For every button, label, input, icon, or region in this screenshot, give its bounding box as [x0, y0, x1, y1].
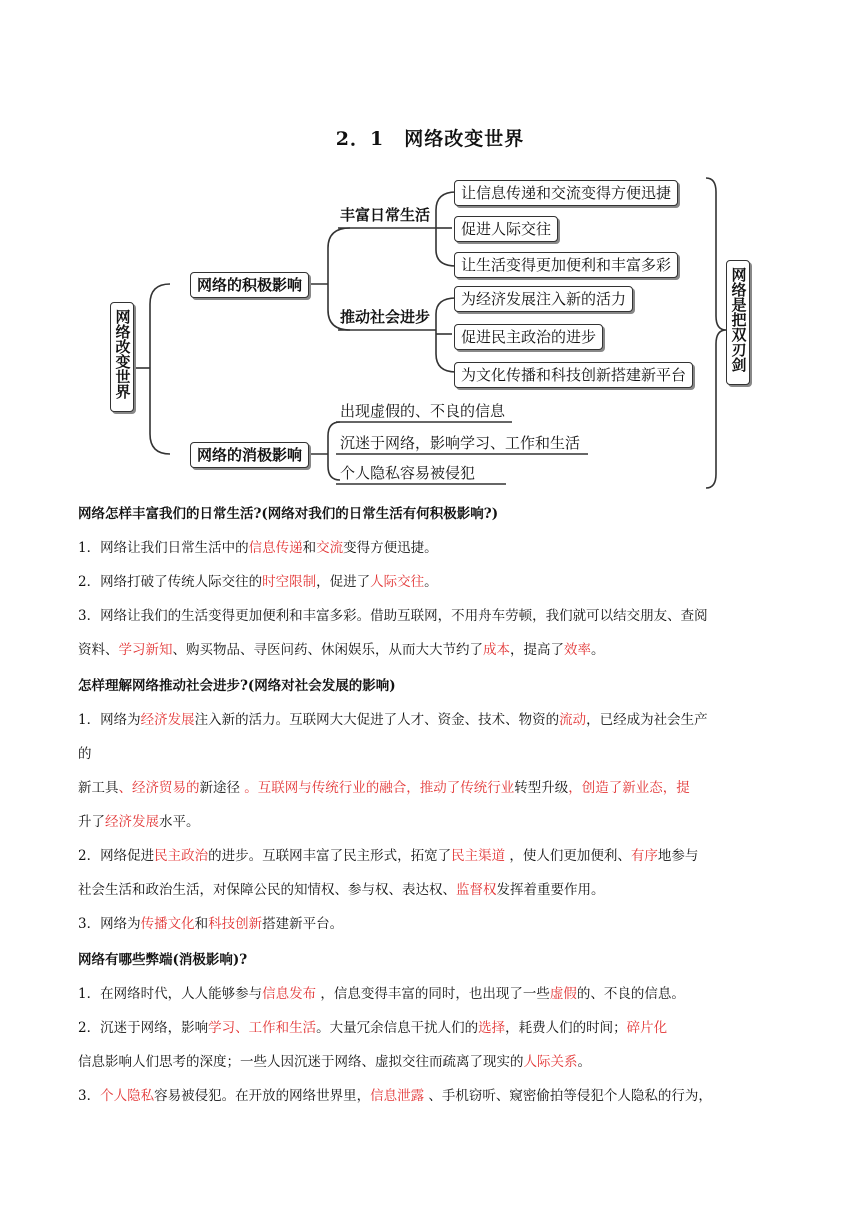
- text-segment: ，使人们更加便利、: [505, 848, 631, 864]
- highlighted-term: 经济发展: [105, 814, 159, 830]
- text-segment: ，提高了: [510, 642, 564, 658]
- highlighted-term: 经济发展: [140, 712, 195, 728]
- text-segment: 3．网络为: [78, 916, 141, 932]
- text-segment: ，促进了: [316, 574, 371, 590]
- text-segment: 地参与: [657, 848, 699, 864]
- text-segment: 注入新的活力。互联网大大促进了人才、资金、技术、物资的: [194, 712, 560, 728]
- highlighted-term: 信息发布: [262, 986, 317, 1002]
- daily-life-item: [454, 216, 558, 242]
- text-segment: 水平。: [159, 814, 200, 830]
- highlighted-term: 交流: [316, 540, 344, 556]
- text-segment: 信息影响人们思考的深度；一些人因沉迷于网络、虚拟交往而疏离了现实的: [78, 1054, 524, 1070]
- conclusion-label: 网络是把双刃剑: [729, 267, 748, 372]
- paragraph: [78, 708, 708, 728]
- text-segment: 变得方便迅捷。: [343, 540, 438, 556]
- positive-impact-node: [190, 272, 309, 298]
- paragraph: [78, 844, 698, 864]
- text-segment: ，耗费人们的时间；: [505, 1020, 627, 1036]
- text-segment: 。大量冗余信息干扰人们的: [316, 1020, 479, 1036]
- highlighted-term: 人际关系: [523, 1054, 578, 1070]
- social-progress-item: [454, 324, 603, 350]
- mind-map-diagram: [100, 168, 748, 498]
- item-text: 让信息传递和交流变得方便迅捷: [461, 184, 672, 202]
- branch-social-progress: 推动社会进步: [340, 308, 431, 326]
- text-segment: 1．网络为: [78, 712, 141, 728]
- text-segment: ，信息变得丰富的同时，也出现了一些: [316, 986, 550, 1002]
- paragraph: [78, 638, 605, 658]
- highlighted-term: 碎片化: [626, 1020, 668, 1036]
- highlighted-term: 信息传递: [248, 540, 303, 556]
- item-text: 为文化传播和科技创新搭建新平台: [461, 366, 687, 384]
- text-segment: 2．网络促进: [78, 848, 155, 864]
- text-segment: 的进步。互联网丰富了民主形式，拓宽了: [208, 848, 452, 864]
- section-heading: 怎样理解网络推动社会进步?(网络对社会发展的影响): [78, 678, 396, 694]
- paragraph: [78, 570, 438, 590]
- paragraph: [78, 982, 685, 1002]
- text-segment: 3．: [78, 1088, 101, 1104]
- paragraph: [78, 1084, 712, 1104]
- highlighted-term: 传播文化: [140, 916, 195, 932]
- text-segment: 2．网络打破了传统人际交往的: [78, 574, 263, 590]
- highlighted-term: 时空限制: [262, 574, 317, 590]
- highlighted-term: 监督权: [456, 882, 497, 898]
- text-segment: 的、不良的信息。: [576, 986, 685, 1002]
- paragraph: [78, 1016, 667, 1036]
- item-text: 为经济发展注入新的活力: [461, 290, 627, 308]
- text-segment: 。: [424, 574, 438, 590]
- highlighted-term: 有序: [630, 848, 658, 864]
- paragraph: [78, 776, 690, 796]
- text-segment: 社会生活和政治生活，对保障公民的知情权、参与权、表达权、: [78, 882, 456, 898]
- text-segment: 1．网络让我们日常生活中的: [78, 540, 249, 556]
- highlighted-term: 民主渠道: [451, 848, 506, 864]
- highlighted-term: 民主政治: [154, 848, 209, 864]
- highlighted-term: 成本: [483, 642, 510, 658]
- highlighted-term: 、经济贸易的: [118, 780, 200, 796]
- negative-item: 个人隐私容易被侵犯: [340, 464, 476, 482]
- social-progress-item: [454, 286, 633, 312]
- text-segment: 新工具: [78, 780, 119, 796]
- text-segment: 发挥着重要作用。: [496, 882, 605, 898]
- text-segment: 。: [591, 642, 605, 658]
- highlighted-term: 信息泄露: [370, 1088, 425, 1104]
- daily-life-item: [454, 252, 678, 278]
- text-segment: 资料、: [78, 642, 119, 658]
- text-segment: ，已经成为社会生产: [586, 712, 708, 728]
- text-segment: 新途径: [199, 780, 240, 796]
- highlighted-term: 选择: [478, 1020, 506, 1036]
- text-segment: 容易被侵犯。在开放的网络世界里，: [154, 1088, 371, 1104]
- social-progress-item: [454, 362, 693, 388]
- highlighted-term: 个人隐私: [100, 1088, 155, 1104]
- text-segment: 和: [302, 540, 317, 556]
- text-segment: 、购买物品、寻医问药、休闲娱乐，从而大大节约了: [172, 642, 483, 658]
- negative-impact-node: [190, 442, 309, 468]
- highlighted-term: 流动: [559, 712, 587, 728]
- branch-daily-life: 丰富日常生活: [340, 206, 431, 224]
- paragraph: [78, 1050, 591, 1070]
- highlighted-term: 科技创新: [208, 916, 263, 932]
- text-segment: 转型升级: [514, 780, 569, 796]
- item-text: 促进人际交往: [461, 220, 552, 238]
- positive-impact-label: 网络的积极影响: [197, 276, 303, 294]
- conclusion-node: [726, 260, 750, 385]
- highlighted-term: 学习、工作和生活: [208, 1020, 317, 1036]
- root-node-label: 网络改变世界: [113, 309, 132, 399]
- item-text: 促进民主政治的进步: [461, 328, 597, 346]
- highlighted-term: 。互联网与传统行业的融合，推动了传统行业: [240, 780, 515, 796]
- highlighted-term: 学习新知: [118, 642, 173, 658]
- paragraph: [78, 810, 200, 830]
- text-segment: 和: [194, 916, 209, 932]
- negative-impact-label: 网络的消极影响: [197, 446, 303, 464]
- text-segment: 。: [577, 1054, 591, 1070]
- text-segment: 搭建新平台。: [262, 916, 344, 932]
- highlighted-term: 人际交往: [370, 574, 425, 590]
- highlighted-term: 效率: [564, 642, 591, 658]
- root-node: [110, 302, 134, 412]
- highlighted-term: ，创造了新业态，提: [568, 780, 690, 796]
- page-title: 2．1 网络改变世界: [335, 128, 525, 150]
- paragraph: [78, 912, 343, 932]
- paragraph: 的: [78, 746, 92, 762]
- negative-item: 沉迷于网络，影响学习、工作和生活: [340, 434, 581, 452]
- text-segment: 、手机窃听、窥密偷拍等侵犯个人隐私的行为，: [424, 1088, 712, 1104]
- highlighted-term: 虚假: [549, 986, 577, 1002]
- text-segment: 升了: [78, 814, 105, 830]
- text-segment: 2．沉迷于网络，影响: [78, 1020, 209, 1036]
- text-segment: 1．在网络时代，人人能够参与: [78, 986, 263, 1002]
- paragraph: [78, 878, 605, 898]
- daily-life-item: [454, 180, 678, 206]
- section-heading: 网络怎样丰富我们的日常生活?(网络对我们的日常生活有何积极影响?): [78, 506, 499, 522]
- negative-item: 出现虚假的、不良的信息: [340, 402, 506, 420]
- section-heading: 网络有哪些弊端(消极影响)?: [78, 952, 248, 968]
- paragraph: 3．网络让我们的生活变得更加便利和丰富多彩。借助互联网，不用舟车劳顿，我们就可以结交朋友、查阅: [78, 608, 708, 624]
- paragraph: [78, 536, 438, 556]
- item-text: 让生活变得更加便利和丰富多彩: [461, 256, 672, 274]
